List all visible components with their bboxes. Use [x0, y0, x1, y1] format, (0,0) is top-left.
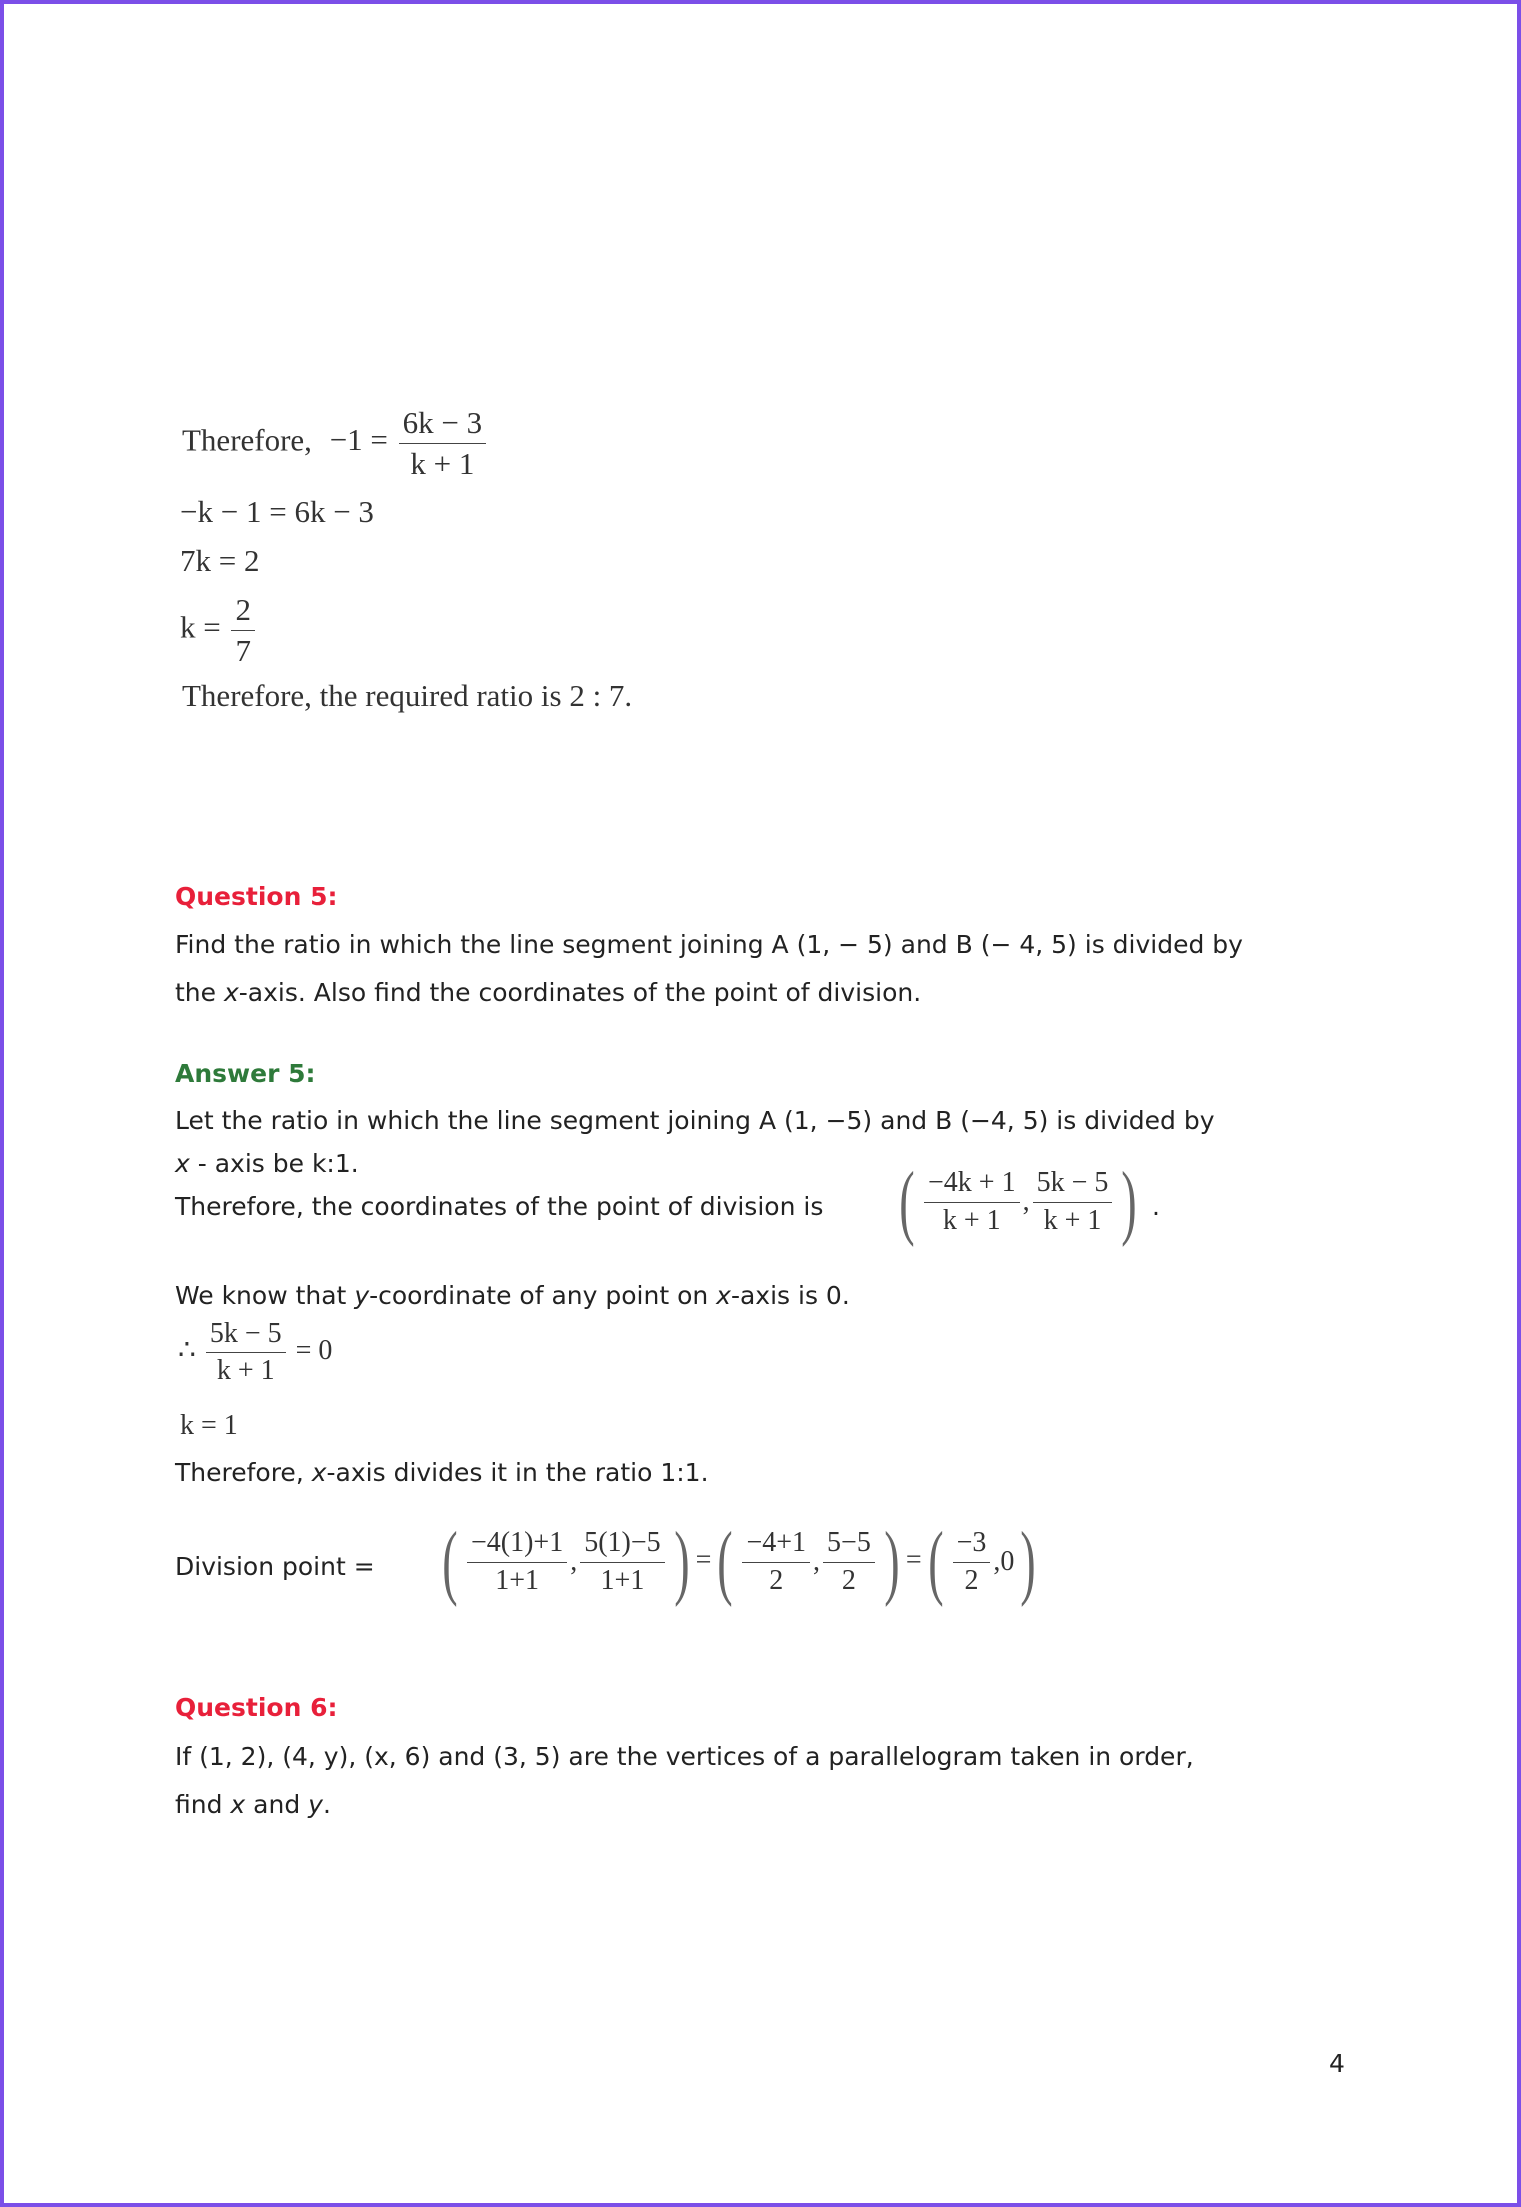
equation-line-2: −k − 1 = 6k − 3	[180, 494, 374, 529]
fraction	[823, 1527, 875, 1596]
equals: =	[695, 1544, 712, 1576]
numerator: 5−5	[823, 1527, 875, 1562]
numerator: −3	[953, 1527, 991, 1562]
right-paren: )	[1121, 1155, 1138, 1248]
answer-5-line-4	[175, 1281, 850, 1310]
numerator: 5(1)−5	[580, 1527, 664, 1562]
left-paren: (	[899, 1155, 915, 1248]
fraction	[924, 1167, 1020, 1236]
question-5-line-2	[175, 978, 921, 1007]
denominator: 2	[964, 1564, 979, 1596]
text: - axis be k:1.	[189, 1149, 359, 1178]
rhs: = 0	[295, 1335, 333, 1367]
y-value: 0	[1000, 1546, 1015, 1577]
variable: x	[230, 1790, 246, 1819]
fraction	[953, 1527, 991, 1596]
fraction	[1033, 1167, 1113, 1236]
equals: =	[905, 1544, 922, 1576]
answer-5-line-2	[175, 1149, 359, 1178]
ratio-conclusion: Therefore, the required ratio is 2 : 7.	[182, 678, 633, 713]
question-5-heading: Question 5:	[175, 882, 338, 911]
text: We know that	[175, 1281, 355, 1310]
fraction	[231, 592, 255, 668]
numerator: 5k − 5	[1033, 1167, 1113, 1202]
y-zero-equation	[178, 1318, 332, 1387]
numerator: −4(1)+1	[467, 1527, 567, 1562]
numerator: 5k − 5	[206, 1318, 286, 1353]
denominator: 1+1	[600, 1564, 645, 1596]
denominator: k + 1	[1043, 1204, 1102, 1236]
denominator: k + 1	[216, 1355, 275, 1387]
answer-5-line-1: Let the ratio in which the line segment joining A (1, −5) and B (−4, 5) is divided by	[175, 1106, 1215, 1135]
question-6-line-1: If (1, 2), (4, y), (x, 6) and (3, 5) are the vertices of a parallelogram taken in order,	[175, 1742, 1194, 1771]
fraction	[742, 1527, 810, 1596]
variable: y	[308, 1790, 323, 1819]
equation-line-3: 7k = 2	[180, 543, 260, 578]
text: and	[245, 1790, 309, 1819]
text: -axis is 0.	[730, 1281, 850, 1310]
therefore-symbol: ∴	[178, 1335, 196, 1367]
lhs: −1 =	[329, 422, 388, 458]
denominator: 2	[769, 1564, 784, 1596]
variable: x	[175, 1149, 190, 1178]
text: find	[175, 1790, 231, 1819]
variable: x	[716, 1281, 731, 1310]
question-6-heading: Question 6:	[175, 1693, 338, 1722]
division-coordinates-formula: ( $\frac{-4k + 1}{k + 1}$ , $\frac{5k - 5}{k + 1}$ )	[899, 1155, 1138, 1248]
text: the	[175, 978, 224, 1007]
answer-5-line-3: Therefore, the coordinates of the point of division is	[175, 1192, 824, 1221]
text: -axis. Also find the coordinates of the point of division.	[238, 978, 922, 1007]
text: Therefore,	[175, 1458, 312, 1487]
lhs: k =	[180, 609, 221, 645]
variable: x	[223, 978, 239, 1007]
numerator: −4+1	[742, 1527, 810, 1562]
numerator: 2	[231, 592, 255, 631]
denominator: k + 1	[410, 445, 475, 481]
denominator: k + 1	[942, 1204, 1001, 1236]
variable: x	[311, 1458, 327, 1487]
question-6-line-2	[175, 1790, 331, 1819]
text: -axis divides it in the ratio 1:1.	[326, 1458, 709, 1487]
k-result: k = 1	[180, 1410, 238, 1441]
fraction	[580, 1527, 664, 1596]
equation-line-1	[182, 405, 489, 481]
denominator: 2	[841, 1564, 856, 1596]
page-number: 4	[1329, 2049, 1345, 2078]
text: -coordinate of any point on	[369, 1281, 717, 1310]
denominator: 1+1	[495, 1564, 539, 1596]
label: Therefore,	[182, 422, 312, 458]
text: .	[322, 1790, 331, 1819]
denominator: 7	[235, 632, 251, 668]
fraction	[467, 1527, 567, 1596]
question-5-line-1: Find the ratio in which the line segment joining A (1, − 5) and B (− 4, 5) is divided by	[175, 930, 1243, 959]
numerator: 6k − 3	[399, 405, 486, 444]
division-point-calculation: ( $\frac{-4(1)+1}{1+1}$ , $\frac{5(1)-5}{1+1}$ ) = ( $\frac{-4+1}{2}$ , $\frac{5-5}{2}$ ) = ( $\frac{-3}{2}$ , 0 )	[442, 1515, 1037, 1608]
answer-5-heading: Answer 5:	[175, 1059, 316, 1088]
division-point-label: Division point =	[175, 1552, 375, 1581]
fraction	[206, 1318, 286, 1387]
fraction	[399, 405, 486, 481]
answer-5-line-5	[175, 1458, 709, 1487]
variable: y	[354, 1281, 370, 1310]
numerator: −4k + 1	[924, 1167, 1020, 1202]
period: .	[1152, 1192, 1160, 1221]
equation-line-4	[180, 592, 258, 668]
